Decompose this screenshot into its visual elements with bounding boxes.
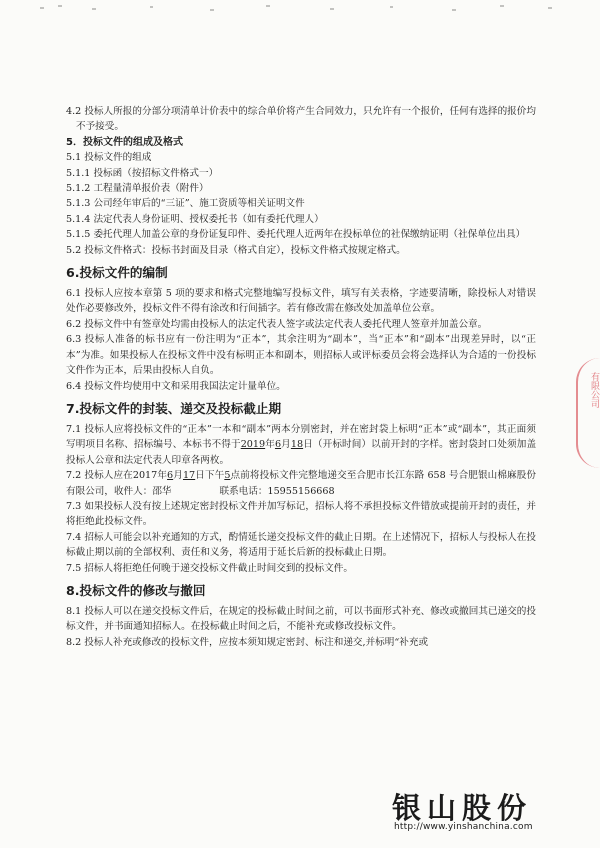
clause-7-5: 7.5 招标人将拒绝任何晚于递交投标文件截止时间交到的投标文件。	[66, 562, 353, 574]
clause-5-2: 5.2 投标文件格式：投标书封面及目录（格式自定），投标文件格式按规定格式。	[66, 244, 406, 256]
clause-7-2-text-b: 月	[173, 470, 183, 482]
clause-7-2-text-a: 7.2 投标人应在2017年	[66, 470, 168, 482]
section-8-heading: 8.投标文件的修改与撤回	[66, 582, 206, 598]
clause-5-1-5: 5.1.5 委托代理人加盖公章的身份证复印件、委托代理人近两年在投标单位的社保缴纳证明（社保单位出具）	[66, 229, 526, 241]
scan-edge-marks	[0, 0, 600, 24]
opening-year: 2019	[240, 439, 266, 451]
deadline-hour: 5	[224, 470, 231, 482]
clause-4-2: 4.2 投标人所报的分部分项清单计价表中的综合单价将产生合同效力，只允许有一个报价，任何有选择的报价均不予接受。	[66, 106, 536, 133]
company-url: http://www.yinshanchina.com	[394, 822, 533, 832]
section-7-heading: 7.投标文件的封装、递交及投标截止期	[66, 400, 282, 416]
clause-6-4: 6.4 投标文件均使用中文和采用我国法定计量单位。	[66, 380, 286, 392]
section-5-heading: 5．投标文件的组成及格式	[66, 136, 183, 148]
company-watermark: 银山股份	[392, 791, 533, 825]
clause-7-3: 7.3 如果投标人没有按上述规定密封投标文件并加写标记，招标人将不承担投标文件错放或提前开封的责任，并将拒绝此投标文件。	[66, 500, 536, 528]
deadline-month: 6	[167, 470, 174, 482]
clause-7-2-text-d: 点前将投标文件完整地递交至合肥市长江东路 658 号合肥银山棉麻股份有限公司，收件人：邵华 联系电话：15955156668	[66, 470, 537, 497]
section-6-heading: 6.投标文件的编制	[66, 265, 168, 281]
clause-7-1	[66, 422, 536, 468]
clause-7-1-text-c: 月	[281, 439, 291, 451]
clause-7-1-text-d: 日（开标时间）以前开封的字样。密封袋封口处须加盖投标人公章和法定代表人印章各两枚。	[66, 439, 537, 466]
clause-7-2-text-c: 日下午	[195, 470, 225, 482]
clause-5-1-2: 5.1.2 工程量清单报价表（附件）	[66, 183, 209, 195]
clause-5-1-3: 5.1.3 公司经年审后的“三证”、施工资质等相关证明文件	[66, 198, 305, 210]
clause-7-2	[66, 468, 536, 499]
clause-7-4: 7.4 招标人可能会以补充通知的方式，酌情延长递交投标文件的截止日期。在上述情况下，招标人与投标人在投标截止期以前的全部权利、责任和义务，将适用于延长后新的投标截止日期。	[66, 531, 536, 559]
clause-7-1-text-a: 7.1 投标人应将投标文件的“正本”一本和“副本”两本分别密封，并在密封袋上标明“正本”或“副本”，其正面须写明项目名称、招标编号、本标书不得于	[66, 423, 536, 451]
clause-6-3: 6.3 投标人准备的标书应有一份注明为“正本”，其余注明为“副本”，当“正本”和“副本”出现差异时，以“正本”为准。如果投标人在投标文件中没有标明正本和副本，则招标人或评标委员会将会选择认为合适的一份投标文件作为正本，后果由投标人自负。	[66, 334, 536, 377]
clause-6-1: 6.1 投标人应按本章第 5 项的要求和格式完整地编写投标文件，填写有关表格，字迹要清晰，除投标人对错误处作必要修改外，投标文件不得有涂改和行间插字。若有修改需在修改处加盖单位公章。	[66, 288, 536, 315]
clause-8-1: 8.1 投标人可以在递交投标文件后，在规定的投标截止时间之前，可以书面形式补充、修改或撤回其已递交的投标文件，并书面通知招标人。在投标截止时间之后，不能补充或修改投标文件。	[66, 605, 536, 633]
clause-5-1-4: 5.1.4 法定代表人身份证明、授权委托书（如有委托代理人）	[66, 213, 324, 225]
clause-8-2: 8.2 投标人补充或修改的投标文件，应按本须知规定密封、标注和递交,并标明“补充或	[66, 636, 429, 648]
clause-5-1: 5.1 投标文件的组成	[66, 152, 152, 164]
clause-7-1-text-b: 年	[265, 439, 275, 451]
clause-5-1-1: 5.1.1 投标函（按招标文件格式一）	[66, 167, 219, 179]
document-body	[66, 104, 536, 650]
opening-day: 18	[290, 439, 304, 451]
opening-month: 6	[274, 439, 282, 451]
clause-6-2: 6.2 投标文件中有签章处均需由投标人的法定代表人签字或法定代表人委托代理人签章并加盖公章。	[66, 318, 488, 330]
seal-stamp: 有限公司	[576, 358, 600, 468]
deadline-day: 17	[182, 470, 196, 482]
